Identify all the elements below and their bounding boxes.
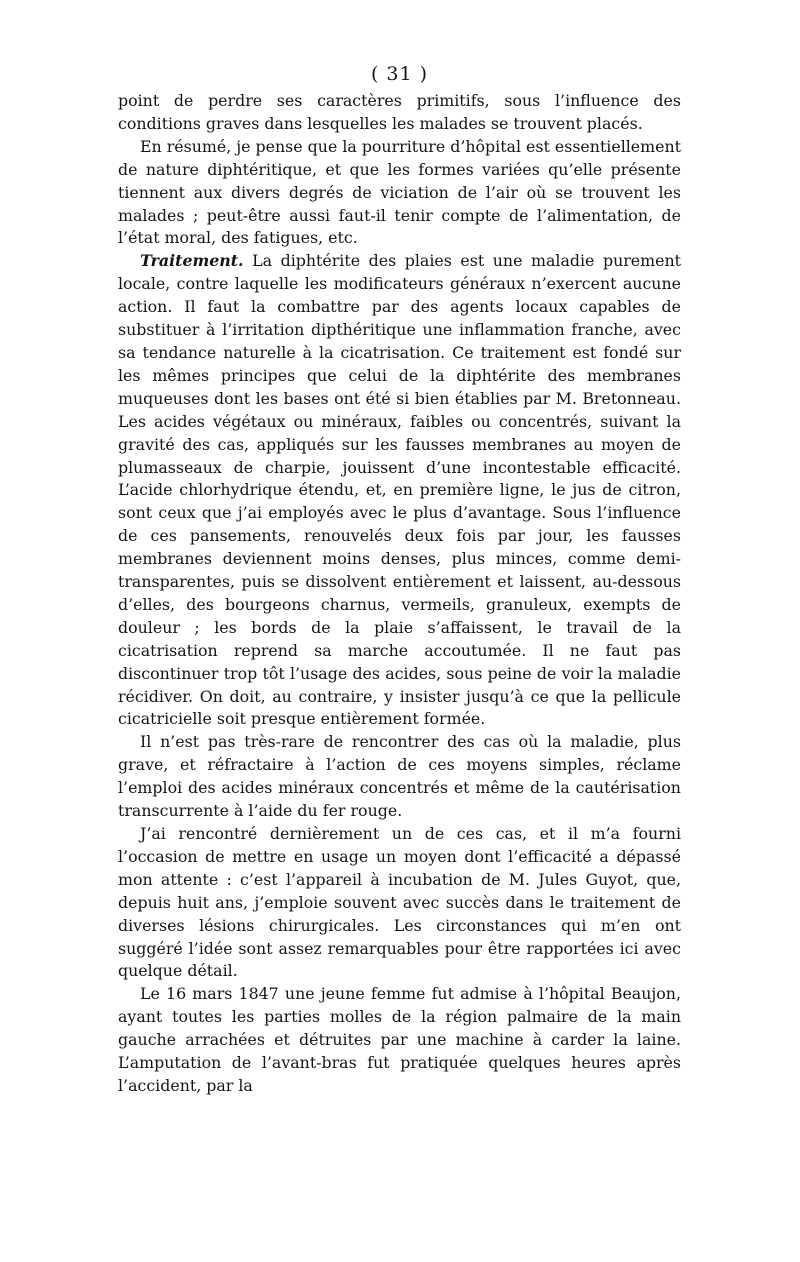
- paragraph-treatment-text: La diphtérite des plaies est une maladie purement locale, contre laquelle les modificateurs généraux n’exercent aucune action. Il faut la combattre par des agents locaux capables de substituer à l’irritation dipthéritique une inflammation franche, avec sa tendance naturelle à la cicatrisation. Ce traitement est fondé sur les mêmes principes que celui de la diphtérite des membranes muqueuses dont les bases ont été si bien établies par M. Bretonneau. Les acides végétaux ou minéraux, faibles ou concentrés, suivant la gravité des cas, appliqués sur les fausses membranes au moyen de plumasseaux de charpie, jouissent d’une incontestable efficacité. L’acide chlorhydrique étendu, et, en première ligne, le jus de citron, sont ceux que j’ai employés avec le plus d’avantage. Sous l’influence de ces pansements, renouvelés deux fois par jour, les fausses membranes deviennent moins denses, plus minces, comme demi-transparentes, puis se dissolvent entièrement et laissent, au-dessous d’elles, des bourgeons charnus, vermeils, granuleux, exempts de douleur ; les bords de la plaie s’affaissent, le travail de la cicatrisation reprend sa marche accoutumée. Il ne faut pas discontinuer trop tôt l’usage des acides, sous peine de voir la maladie récidiver. On doit, au contraire, y insister jusqu’à ce que la pellicule cicatricielle soit presque entièrement formée.: [118, 251, 681, 729]
- paragraph-severe-cases: Il n’est pas très-rare de rencontrer des cas où la maladie, plus grave, et réfractaire à l’action de ces moyens simples, réclame l’emploi des acides minéraux concentrés et même de la cautérisation transcurrente à l’aide du fer rouge.: [118, 732, 681, 821]
- paragraph-continuation: point de perdre ses caractères primitifs, sous l’influence des conditions graves dans lesquelles les malades se trouvent placés.: [118, 91, 681, 133]
- book-page: [118, 62, 681, 1098]
- paragraph-treatment: [118, 250, 681, 731]
- paragraph-summary: En résumé, je pense que la pourriture d’hôpital est essentiellement de nature diphtéritique, et que les formes variées qu’elle présente tiennent aux divers degrés de viciation de l’air où se trouvent les malades ; peut-être aussi faut-il tenir compte de l’alimentation, de l’état moral, des fatigues, etc.: [118, 136, 681, 248]
- body-text: [118, 90, 681, 1098]
- paragraph-case-report: Le 16 mars 1847 une jeune femme fut admise à l’hôpital Beaujon, ayant toutes les parties molles de la région palmaire de la main gauche arrachées et détruites par une machine à carder la laine. L’amputation de l’avant-bras fut pratiquée quelques heures après l’accident, par la: [118, 984, 681, 1095]
- paragraph-incubation: J’ai rencontré dernièrement un de ces cas, et il m’a fourni l’occasion de mettre en usage un moyen dont l’efficacité a dépassé mon attente : c’est l’appareil à incubation de M. Jules Guyot, que, depuis huit ans, j’emploie souvent avec succès dans le traitement de diverses lésions chirurgicales. Les circonstances qui m’en ont suggéré l’idée sont assez remarquables pour être rapportées ici avec quelque détail.: [118, 824, 681, 981]
- page-number: ( 31 ): [370, 63, 429, 85]
- section-heading-traitement: Traitement.: [140, 251, 244, 271]
